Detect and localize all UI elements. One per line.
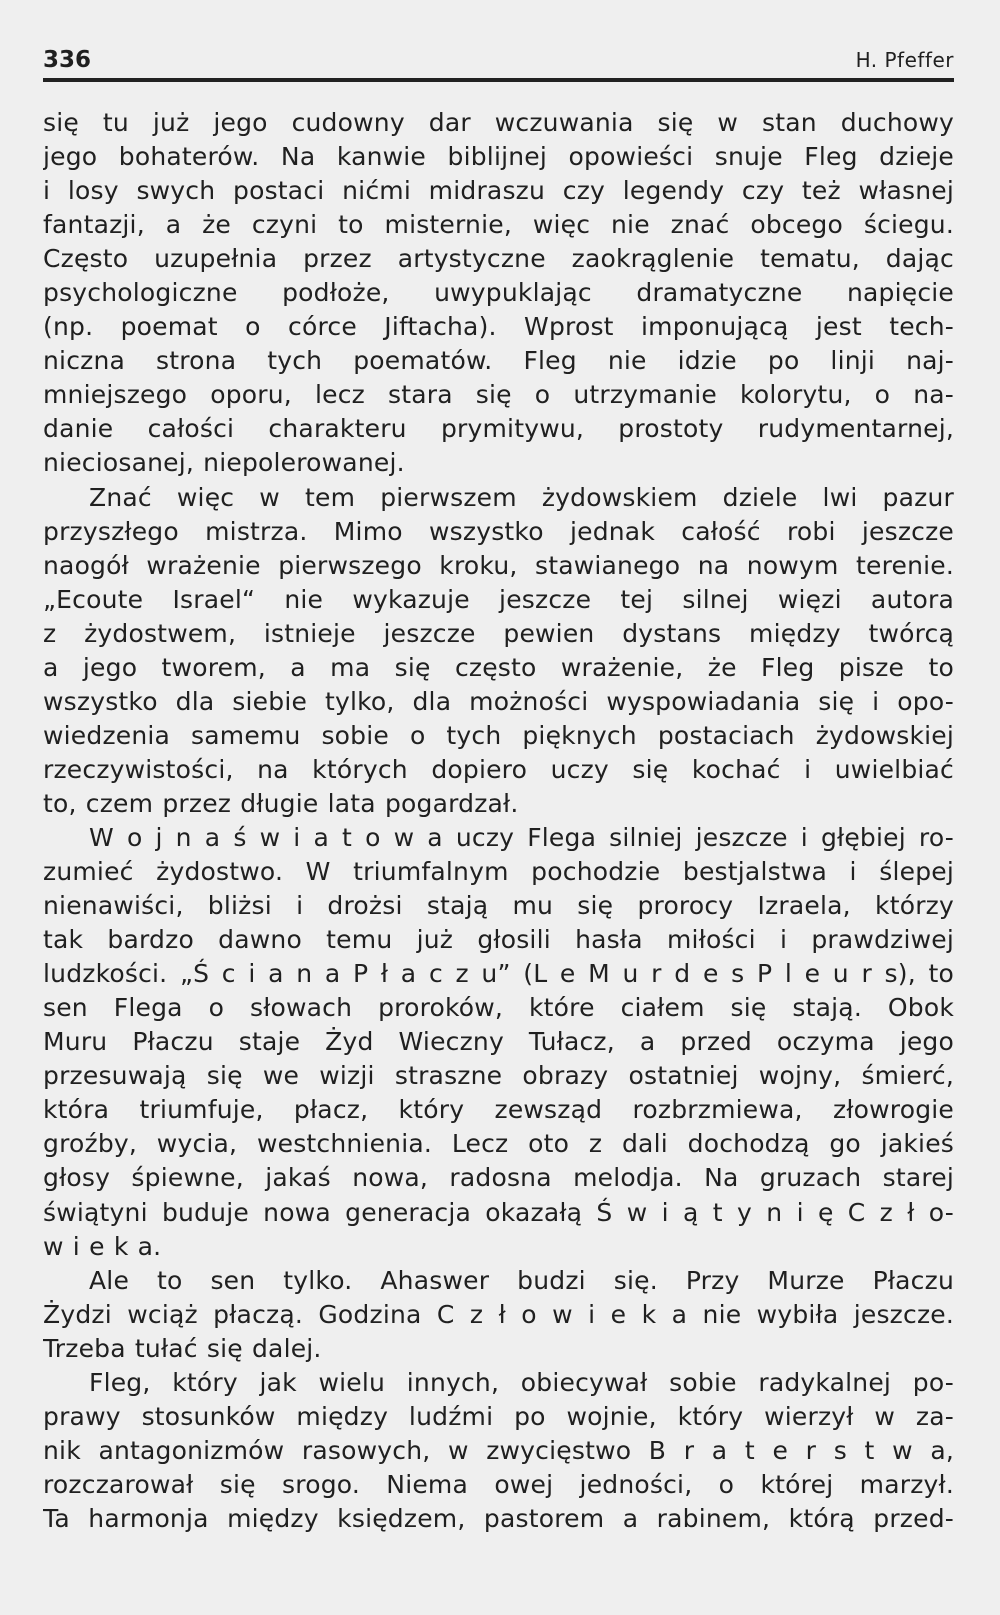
text-line: (np. poemat o córce Jiftacha). Wprost imponującą jest tech- [43,312,954,342]
text-line: tak bardzo dawno temu już głosili hasła miłości i prawdziwej [43,925,954,955]
text-line: w i e k a. [43,1231,162,1261]
text-line: fantazji, a że czyni to misternie, więc nie znać obcego ściegu. [43,210,954,240]
text-line: i losy swych postaci nićmi midraszu czy legendy czy też własnej [43,176,954,206]
text-line: wiedzenia samemu sobie o tych pięknych postaciach żydowskiej [43,720,954,750]
text-line: niczna strona tych poematów. Fleg nie idzie po linji naj- [43,346,954,376]
text-line: nieciosanej, niepolerowanej. [43,448,405,478]
text-line: Fleg, który jak wielu innych, obiecywał sobie radykalnej po- [89,1367,954,1397]
text-line: Żydzi wciąż płaczą. Godzina C z ł o w i e k a nie wybiła jeszcze. [43,1299,954,1329]
text-line: Trzeba tułać się dalej. [43,1333,322,1363]
text-line: psychologiczne podłoże, uwypuklając dramatyczne napięcie [43,278,954,308]
running-head: H. Pfeffer [855,48,954,72]
text-line: Ale to sen tylko. Ahaswer budzi się. Przy Murze Płaczu [89,1265,954,1295]
text-line: głosy śpiewne, jakaś nowa, radosna melodja. Na gruzach starej [43,1163,954,1193]
text-line: przyszłego mistrza. Mimo wszystko jednak całość robi jeszcze [43,516,954,546]
text-line: sen Flega o słowach proroków, które ciałem się stają. Obok [43,993,954,1023]
text-line: Często uzupełnia przez artystyczne zaokrąglenie tematu, dając [43,244,954,274]
text-line: a jego tworem, a ma się często wrażenie, że Fleg pisze to [43,652,954,682]
text-line: nienawiści, bliżsi i drożsi stają mu się prorocy Izraela, którzy [43,891,954,921]
text-line: „Ecoute Israel“ nie wykazuje jeszcze tej silnej więzi autora [43,584,954,614]
text-line: naogół wrażenie pierwszego kroku, stawianego na nowym terenie. [43,550,954,580]
text-line: świątyni buduje nowa generacja okazałą Ś w i ą t y n i ę C z ł o- [43,1197,954,1227]
text-line: groźby, wycia, westchnienia. Lecz oto z dali dochodzą go jakieś [43,1129,954,1159]
text-line: Muru Płaczu staje Żyd Wieczny Tułacz, a przed oczyma jego [43,1027,954,1057]
text-line: danie całości charakteru prymitywu, prostoty rudymentarnej, [43,414,954,444]
text-line: zumieć żydostwo. W triumfalnym pochodzie bestjalstwa i ślepej [43,857,954,887]
text-line: z żydostwem, istnieje jeszcze pewien dystans między twórcą [43,618,954,648]
text-line: mniejszego oporu, lecz stara się o utrzymanie kolorytu, o na- [43,380,954,410]
page-number: 336 [43,47,92,73]
text-line: jego bohaterów. Na kanwie biblijnej opowieści snuje Fleg dzieje [43,142,954,172]
body-text [43,106,954,1536]
text-line: W o j n a ś w i a t o w a uczy Flega silniej jeszcze i głębiej ro- [89,822,954,852]
text-line: Znać więc w tem pierwszem żydowskiem dziele lwi pazur [89,482,954,512]
text-line: nik antagonizmów rasowych, w zwycięstwo B r a t e r s t w a, [43,1435,954,1465]
text-line: ludzkości. „Ś c i a n a P ł a c z u” (L e M u r d e s P l e u r s), to [43,959,954,989]
text-line: rozczarował się srogo. Niema owej jedności, o której marzył. [43,1469,954,1499]
text-line: się tu już jego cudowny dar wczuwania się w stan duchowy [43,108,954,137]
text-line: przesuwają się we wizji straszne obrazy ostatniej wojny, śmierć, [43,1061,954,1091]
text-line: prawy stosunków między ludźmi po wojnie, który wierzył w za- [43,1401,954,1431]
text-line: Ta harmonja między księdzem, pastorem a rabinem, którą przed- [43,1503,954,1533]
header-rule [43,78,954,82]
text-line: wszystko dla siebie tylko, dla możności wyspowiadania się i opo- [43,686,954,716]
page-header [43,46,954,74]
text-line: to, czem przez długie lata pogardzał. [43,788,519,818]
text-line: która triumfuje, płacz, który zewsząd rozbrzmiewa, złowrogie [43,1095,954,1125]
text-line: rzeczywistości, na których dopiero uczy się kochać i uwielbiać [43,754,954,784]
